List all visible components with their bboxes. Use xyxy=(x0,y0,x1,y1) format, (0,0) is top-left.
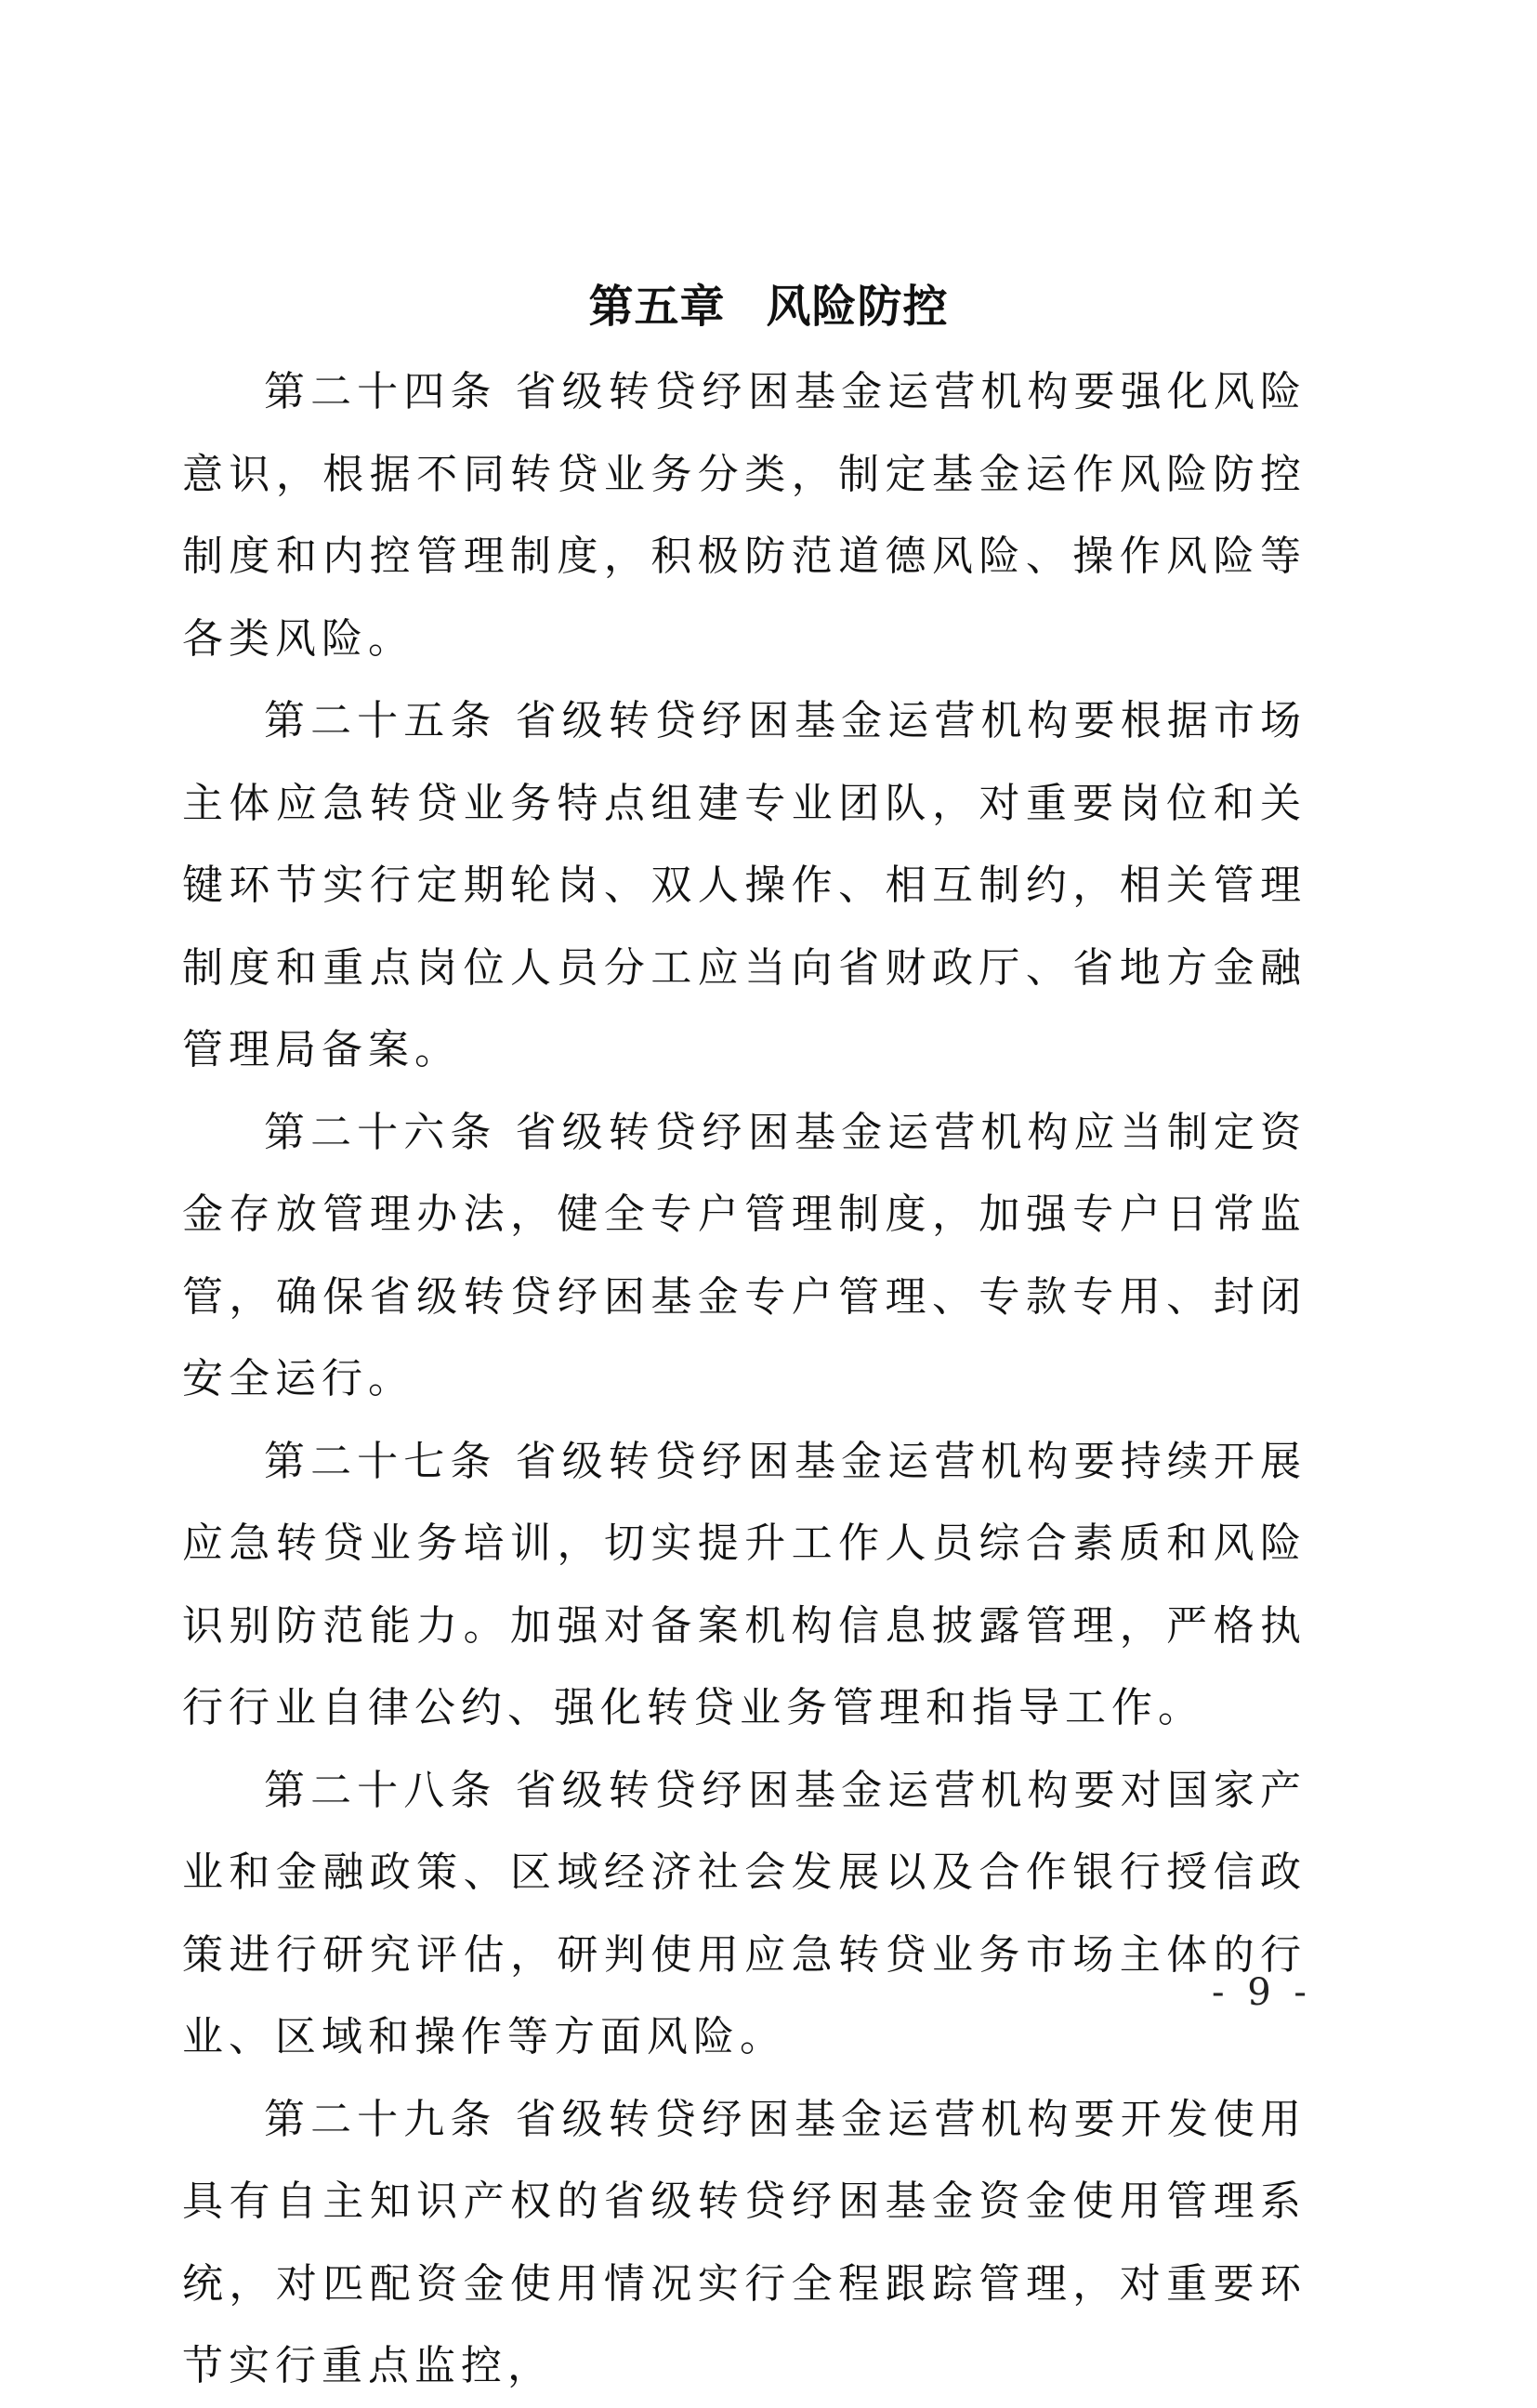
article-28-paragraph: 第二十八条 省级转贷纾困基金运营机构要对国家产业和金融政策、区域经济社会发展以及合作银行授信政策进行研究评估，研判使用应急转贷业务市场主体的行业、区域和操作等方面风险。 xyxy=(182,1766,1307,2060)
article-29-paragraph: 第二十九条 省级转贷纾困基金运营机构要开发使用具有自主知识产权的省级转贷纾困基金资金使用管理系统，对匹配资金使用情况实行全程跟踪管理，对重要环节实行重点监控， xyxy=(182,2095,1307,2389)
chapter-heading xyxy=(0,279,1537,335)
article-25-paragraph: 第二十五条 省级转贷纾困基金运营机构要根据市场主体应急转贷业务特点组建专业团队，对重要岗位和关键环节实行定期轮岗、双人操作、相互制约，相关管理制度和重点岗位人员分工应当向省财政厅、省地方金融管理局备案。 xyxy=(182,697,1307,1073)
page-number: - 9 - xyxy=(1212,1971,1312,2014)
article-body xyxy=(182,351,1307,2408)
article-24-paragraph: 第二十四条 省级转贷纾困基金运营机构要强化风险意识，根据不同转贷业务分类，制定基金运作风险防控制度和内控管理制度，积极防范道德风险、操作风险等各类风险。 xyxy=(182,368,1307,663)
chapter-number: 第五章 xyxy=(588,281,726,333)
article-27-paragraph: 第二十七条 省级转贷纾困基金运营机构要持续开展应急转贷业务培训，切实提升工作人员综合素质和风险识别防范能力。加强对备案机构信息披露管理，严格执行行业自律公约、强化转贷业务管理和指导工作。 xyxy=(182,1437,1307,1731)
article-26-paragraph: 第二十六条 省级转贷纾困基金运营机构应当制定资金存放管理办法，健全专户管理制度，加强专户日常监管，确保省级转贷纾困基金专户管理、专款专用、封闭安全运行。 xyxy=(182,1108,1307,1402)
chapter-title: 风险防控 xyxy=(766,281,949,333)
